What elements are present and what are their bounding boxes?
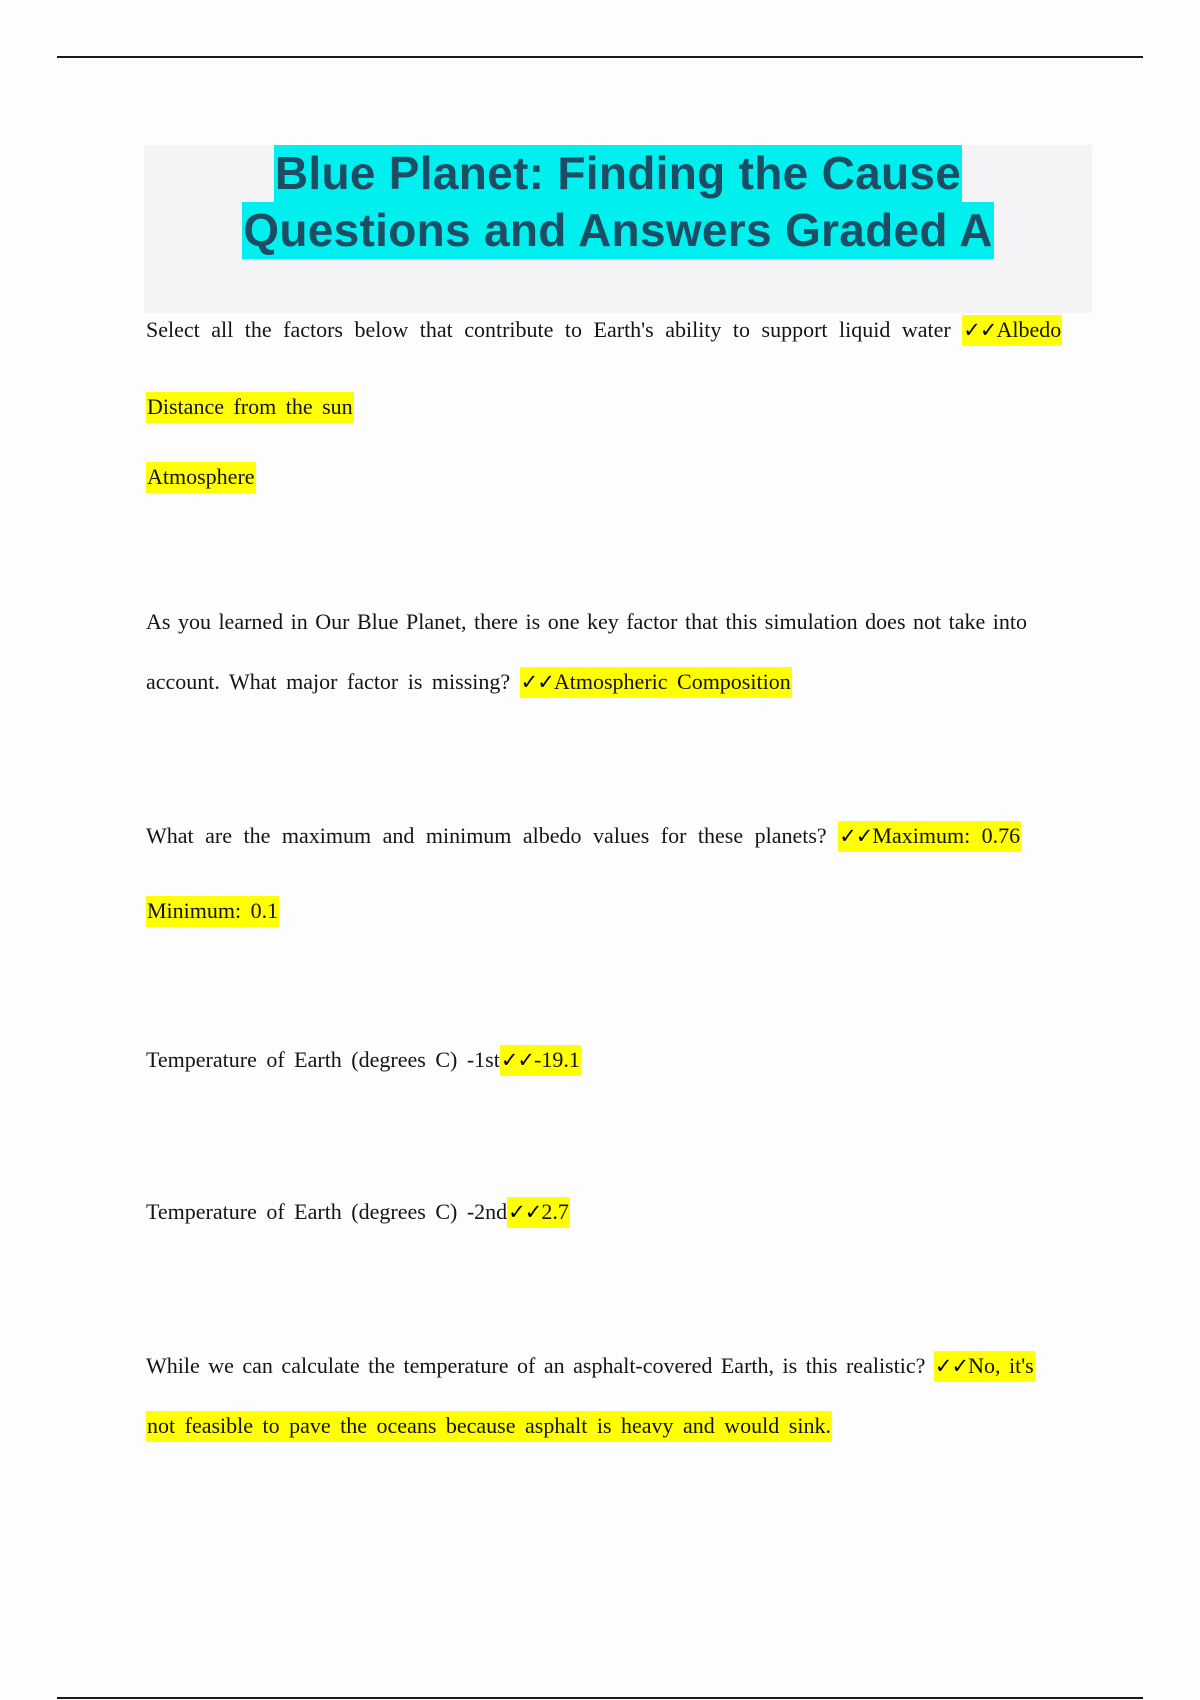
double-check-icon: ✓✓ [520, 670, 554, 694]
answer-highlight [500, 1045, 581, 1076]
question-text: While we can calculate the temperature of an asphalt-covered Earth, is this realistic? [146, 1353, 926, 1378]
answer-1-line-2 [146, 393, 1076, 421]
double-check-icon: ✓✓ [839, 824, 873, 848]
answer-1-line-3 [146, 463, 1076, 491]
answer-3-line-2 [146, 897, 1076, 925]
question-2-line-2 [146, 668, 1076, 696]
header-rule [57, 56, 1143, 58]
answer-highlight [507, 1197, 570, 1228]
answer-text: Albedo [996, 317, 1062, 342]
question-2-line-1 [146, 608, 1076, 636]
answer-text: Maximum: 0.76 [872, 823, 1021, 848]
question-3 [146, 822, 1076, 850]
double-check-icon: ✓✓ [934, 1354, 969, 1378]
question-text: account. What major factor is missing? [146, 669, 511, 694]
answer-highlight: Distance from the sun [146, 392, 354, 423]
double-check-icon: ✓✓ [500, 1048, 535, 1072]
question-text: As you learned in Our Blue Planet, there is one key factor that this simulation does not take into [146, 609, 1027, 634]
answer-text: 2.7 [541, 1199, 569, 1224]
answer-highlight: Minimum: 0.1 [146, 896, 279, 927]
question-1 [146, 316, 1076, 344]
question-6 [146, 1352, 1076, 1380]
answer-text: Atmospheric Composition [553, 669, 791, 694]
answer-text: No, it's [968, 1353, 1034, 1378]
question-5 [146, 1198, 1076, 1226]
question-text: Temperature of Earth (degrees C) -2nd [146, 1199, 508, 1224]
title-line-2: Questions and Answers Graded A [242, 202, 993, 259]
question-4 [146, 1046, 1076, 1074]
answer-highlight [962, 315, 1062, 346]
answer-highlight [520, 667, 792, 698]
title-line-1: Blue Planet: Finding the Cause [274, 145, 962, 202]
answer-text: -19.1 [534, 1047, 580, 1072]
double-check-icon: ✓✓ [963, 318, 997, 342]
question-text: Select all the factors below that contribute to Earth's ability to support liquid water [146, 317, 951, 342]
footer-rule [57, 1697, 1143, 1699]
page-title [144, 145, 1092, 259]
answer-highlight: Atmosphere [146, 462, 256, 493]
answer-highlight [934, 1351, 1035, 1382]
answer-highlight [838, 821, 1021, 852]
question-text: What are the maximum and minimum albedo values for these planets? [146, 823, 827, 848]
answer-6-line-2 [146, 1412, 1076, 1440]
question-text: Temperature of Earth (degrees C) -1st [146, 1047, 500, 1072]
answer-highlight: not feasible to pave the oceans because asphalt is heavy and would sink. [146, 1411, 832, 1442]
double-check-icon: ✓✓ [508, 1200, 542, 1224]
